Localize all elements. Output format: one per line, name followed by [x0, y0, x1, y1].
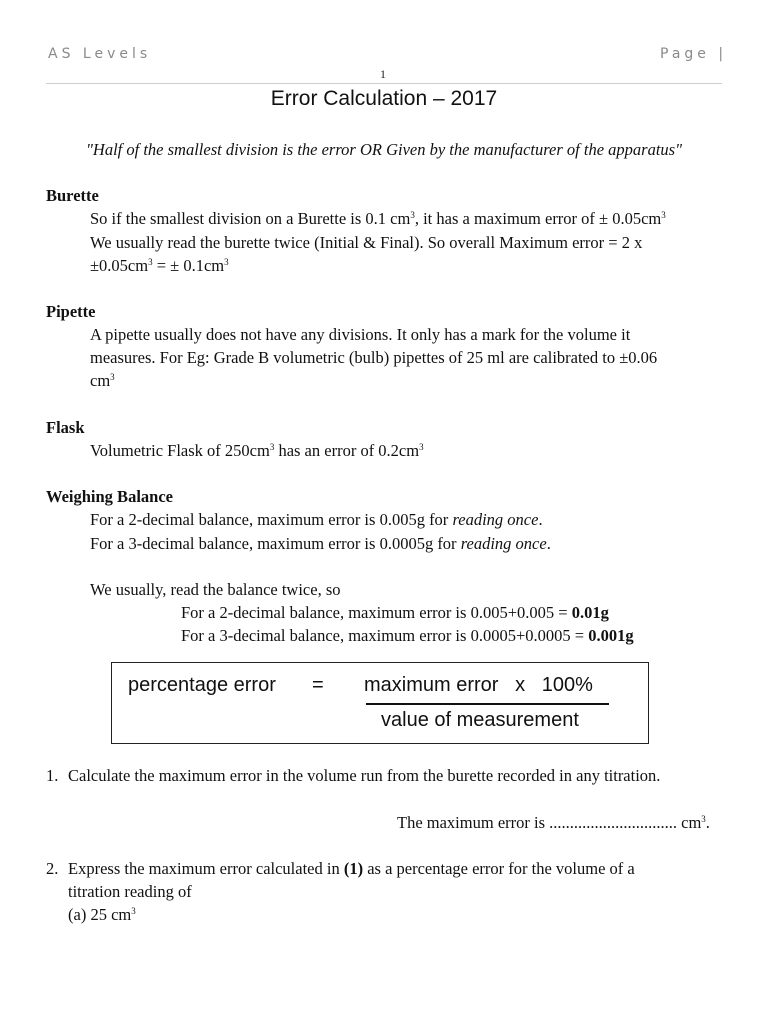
formula-lhs: percentage error	[128, 674, 276, 696]
burette-line-3: $\pm 0.05cm^3$ = ± $0.1cm^3$	[90, 256, 229, 275]
question-2-number: 2.	[46, 859, 59, 878]
pipette-line-2: measures. For Eg: Grade B volumetric (bulb) pipettes of 25 ml are calibrated to ±0.06	[90, 348, 658, 367]
pipette-line-3: $cm^3$	[90, 371, 115, 390]
header-right: Page |	[660, 46, 728, 62]
flask-heading: Flask	[46, 418, 85, 437]
burette-line-2: We usually read the burette twice (Initial & Final). So overall Maximum error = 2 x	[90, 233, 643, 252]
formula-denominator: value of measurement	[381, 709, 579, 731]
question-1-answer-line: The maximum error is ............................... $cm^3$.	[397, 813, 710, 832]
header-left: AS Levels	[48, 46, 152, 62]
pipette-line-1: A pipette usually does not have any divisions. It only has a mark for the volume it	[90, 325, 631, 344]
pipette-heading: Pipette	[46, 302, 96, 321]
page-number: 1	[380, 67, 386, 81]
formula-equals: =	[312, 674, 324, 696]
header-divider	[46, 83, 722, 84]
balance-line-2: For a 3-decimal balance, maximum error is 0.0005g for reading once.	[90, 534, 551, 553]
formula-numerator: maximum error x 100%	[364, 674, 593, 696]
balance-line-4: For a 2-decimal balance, maximum error is 0.005+0.005 = 0.01g	[181, 603, 609, 622]
quote: "Half of the smallest division is the error OR Given by the manufacturer of the apparatus"	[85, 140, 683, 159]
balance-line-5: For a 3-decimal balance, maximum error is 0.0005+0.0005 = 0.001g	[181, 626, 634, 645]
balance-line-1: For a 2-decimal balance, maximum error is 0.005g for reading once.	[90, 510, 543, 529]
question-1-number: 1.	[46, 766, 59, 785]
question-1-text: Calculate the maximum error in the volume run from the burette recorded in any titration.	[68, 766, 661, 785]
fraction-bar	[366, 703, 609, 705]
balance-line-3: We usually, read the balance twice, so	[90, 580, 341, 599]
question-2-part-a: (a) 25 $cm^3$	[68, 905, 136, 924]
balance-heading: Weighing Balance	[46, 487, 173, 506]
page-title: Error Calculation – 2017	[270, 87, 498, 110]
question-2-line-1: Express the maximum error calculated in (1) as a percentage error for the volume of a	[68, 859, 635, 878]
flask-line-1: Volumetric Flask of $250cm^3$ has an error of $0.2cm^3$	[90, 441, 424, 460]
question-2-line-2: titration reading of	[68, 882, 192, 901]
burette-line-1: So if the smallest division on a Burette is 0.1 $cm^3$, it has a maximum error of ± $0.05cm^3$	[90, 209, 666, 228]
burette-heading: Burette	[46, 186, 99, 205]
